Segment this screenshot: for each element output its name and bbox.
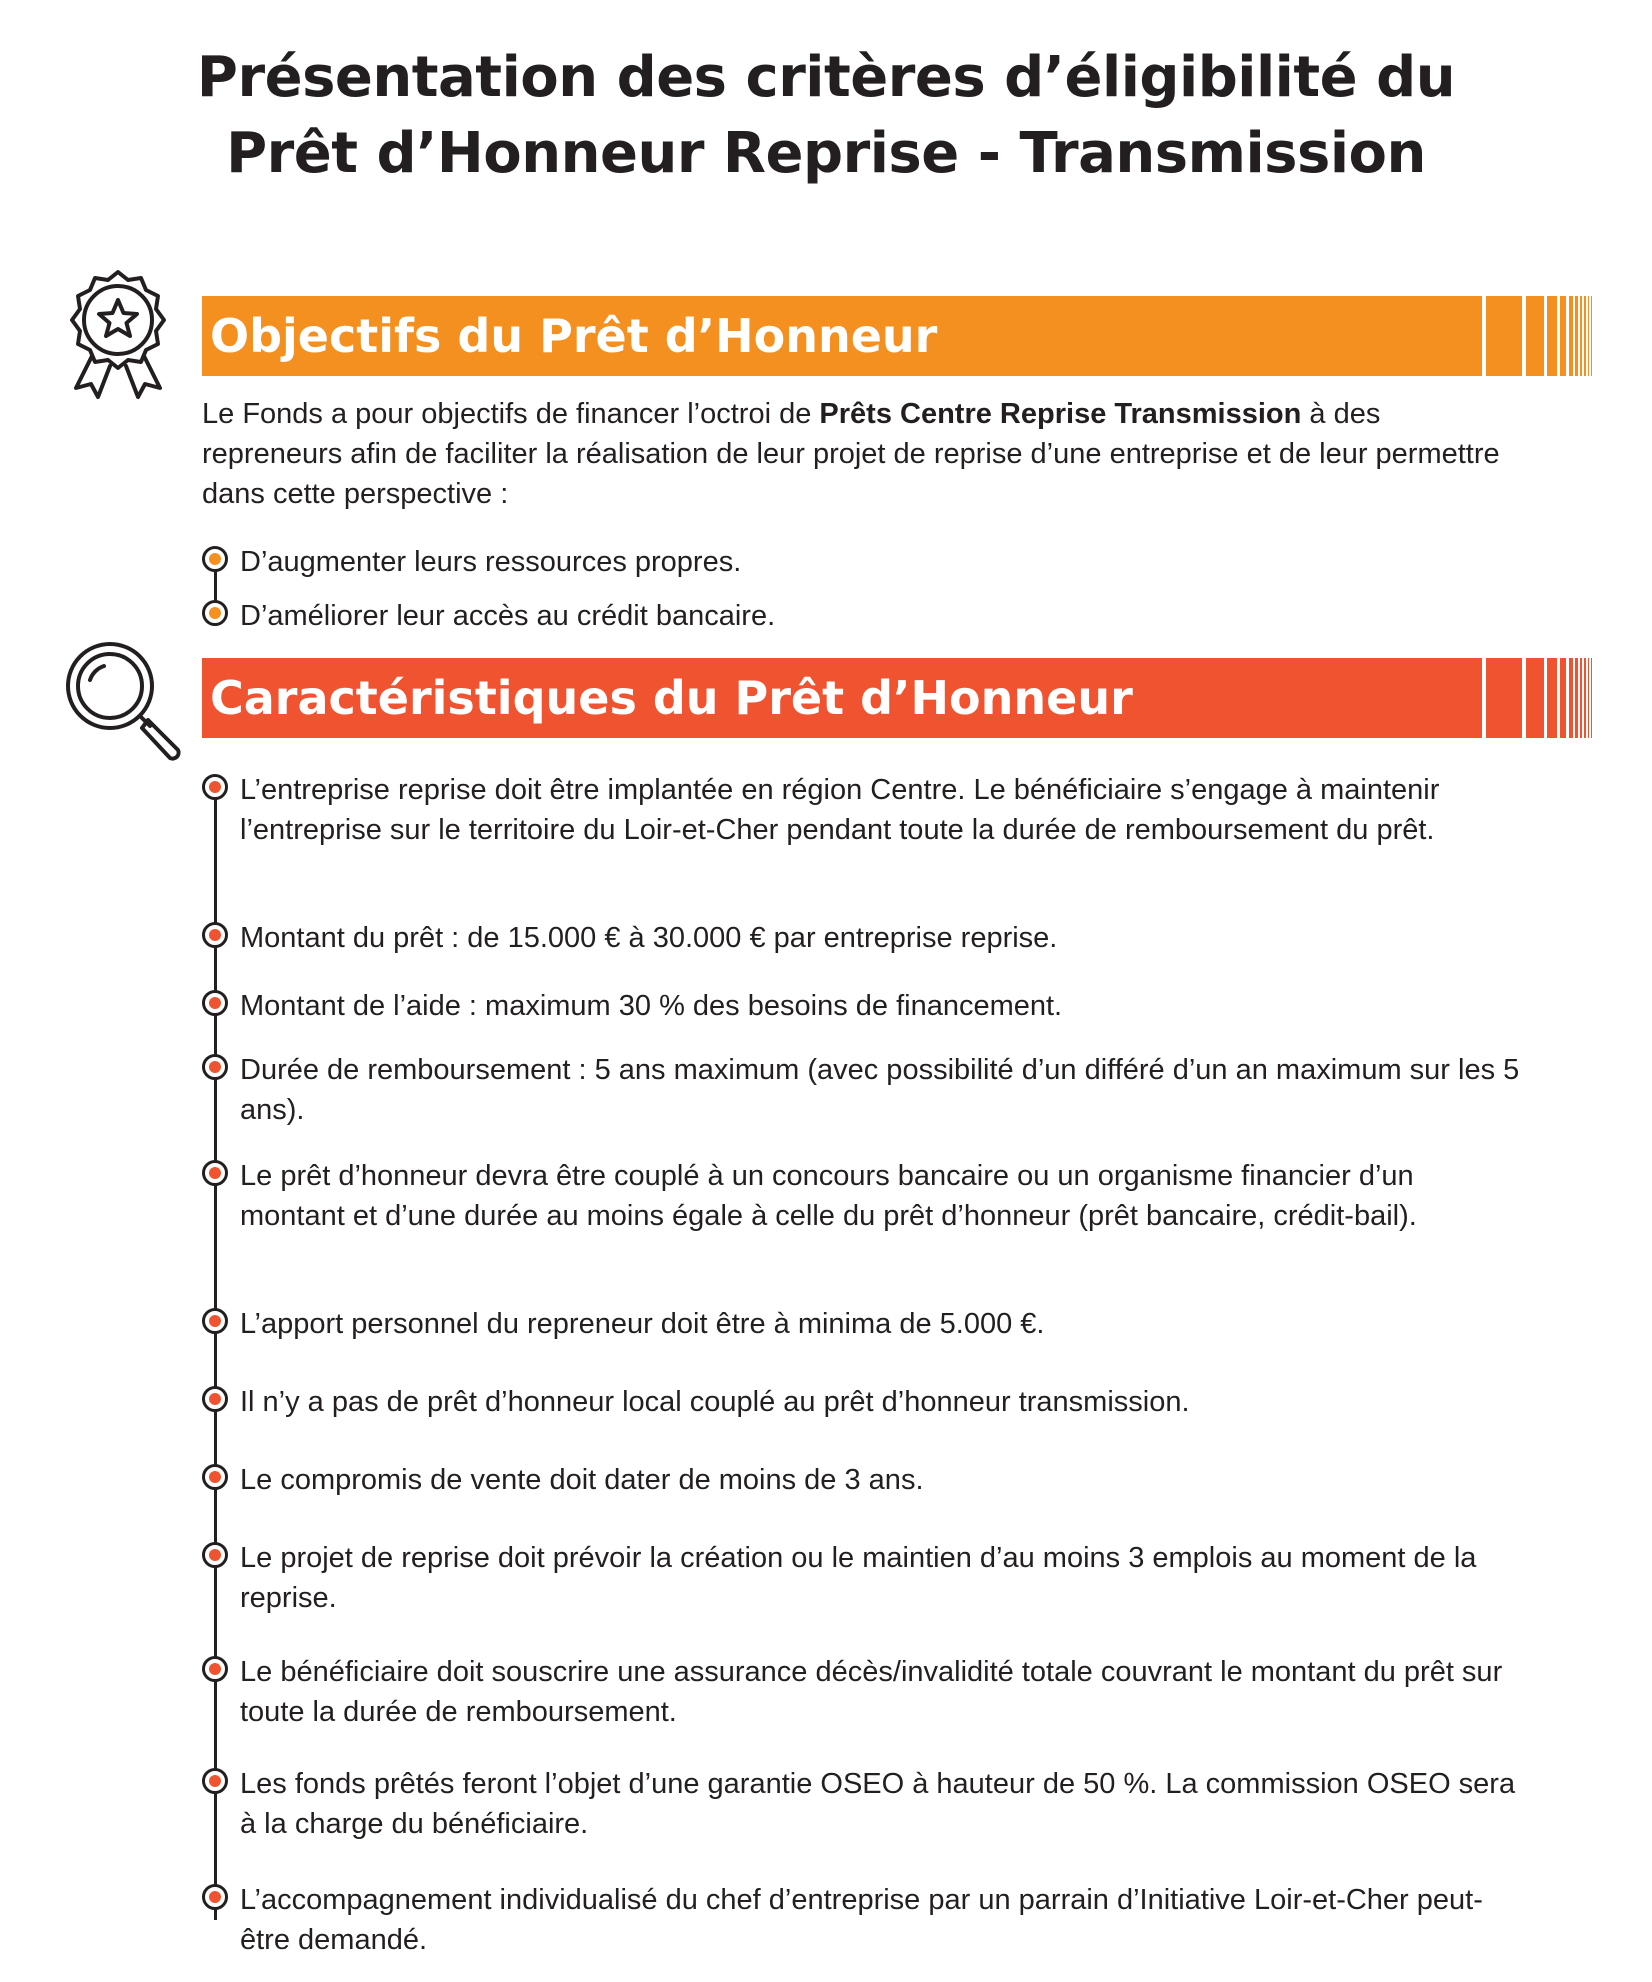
bullet-icon <box>202 774 228 800</box>
list-item-text: Montant de l’aide : maximum 30 % des besoins de financement. <box>240 990 1063 1022</box>
intro-text-end: à des repreneurs afin de faciliter la réalisation de leur projet de reprise d’une entreprise et de leur permettre dans cette perspective : <box>202 398 1500 510</box>
list-connector-line <box>214 792 217 1920</box>
page-title <box>0 40 1652 192</box>
list-item-text: L’apport personnel du repreneur doit être à minima de 5.000 €. <box>240 1308 1045 1340</box>
bullet-icon <box>202 1160 228 1186</box>
bullet-icon <box>202 1464 228 1490</box>
page-title-line-1: Présentation des critères d’éligibilité du <box>196 45 1456 110</box>
objectifs-intro <box>202 394 1502 514</box>
objectifs-heading: Objectifs du Prêt d’Honneur <box>202 296 1482 376</box>
list-item-text: Les fonds prêtés feront l’objet d’une garantie OSEO à hauteur de 50 %. La commission OSEO sera à la charge du bénéficiaire. <box>240 1768 1516 1840</box>
list-item-text: Le compromis de vente doit dater de moins de 3 ans. <box>240 1464 924 1496</box>
objectifs-banner <box>202 296 1602 376</box>
caracteristiques-banner <box>202 658 1602 738</box>
bullet-icon <box>202 1308 228 1334</box>
page-title-line-2: Prêt d’Honneur Reprise - Transmission <box>226 121 1426 186</box>
list-item-text: D’améliorer leur accès au crédit bancaire. <box>240 600 776 632</box>
list-item-text: Montant du prêt : de 15.000 € à 30.000 € par entreprise reprise. <box>240 922 1058 954</box>
list-item-text: L’entreprise reprise doit être implantée en région Centre. Le bénéficiaire s’engage à maintenir l’entreprise sur le territoire du Loir-et-Cher pendant toute la durée de remboursement du prêt. <box>240 774 1440 846</box>
list-item-text: Le projet de reprise doit prévoir la création ou le maintien d’au moins 3 emplois au moment de la reprise. <box>240 1542 1477 1614</box>
list-item-text: D’augmenter leurs ressources propres. <box>240 546 742 578</box>
banner-stripes <box>1482 658 1592 738</box>
intro-text-bold: Prêts Centre Reprise Transmission <box>819 398 1302 430</box>
bullet-icon <box>202 1884 228 1910</box>
bullet-icon <box>202 600 228 626</box>
bullet-icon <box>202 1542 228 1568</box>
intro-text-start: Le Fonds a pour objectifs de financer l’octroi de <box>202 398 820 430</box>
bullet-icon <box>202 546 228 572</box>
caracteristiques-heading: Caractéristiques du Prêt d’Honneur <box>202 658 1482 738</box>
bullet-icon <box>202 1054 228 1080</box>
bullet-icon <box>202 1656 228 1682</box>
award-ribbon-star-icon <box>58 266 178 402</box>
magnifier-icon <box>62 638 188 764</box>
bullet-icon <box>202 922 228 948</box>
list-item-text: Il n’y a pas de prêt d’honneur local couplé au prêt d’honneur transmission. <box>240 1386 1190 1418</box>
bullet-icon <box>202 990 228 1016</box>
list-item-text: L’accompagnement individualisé du chef d’entreprise par un parrain d’Initiative Loir-et-Cher peut-être demandé. <box>240 1884 1483 1956</box>
banner-stripes <box>1482 296 1592 376</box>
list-item-text: Le bénéficiaire doit souscrire une assurance décès/invalidité totale couvrant le montant du prêt sur toute la durée de remboursement. <box>240 1656 1503 1728</box>
list-item-text: Le prêt d’honneur devra être couplé à un concours bancaire ou un organisme financier d’un montant et d’une durée au moins égale à celle du prêt d’honneur (prêt bancaire, crédit-bail). <box>240 1160 1417 1232</box>
bullet-icon <box>202 1386 228 1412</box>
list-item-text: Durée de remboursement : 5 ans maximum (avec possibilité d’un différé d’un an maximum sur les 5 ans). <box>240 1054 1520 1126</box>
bullet-icon <box>202 1768 228 1794</box>
